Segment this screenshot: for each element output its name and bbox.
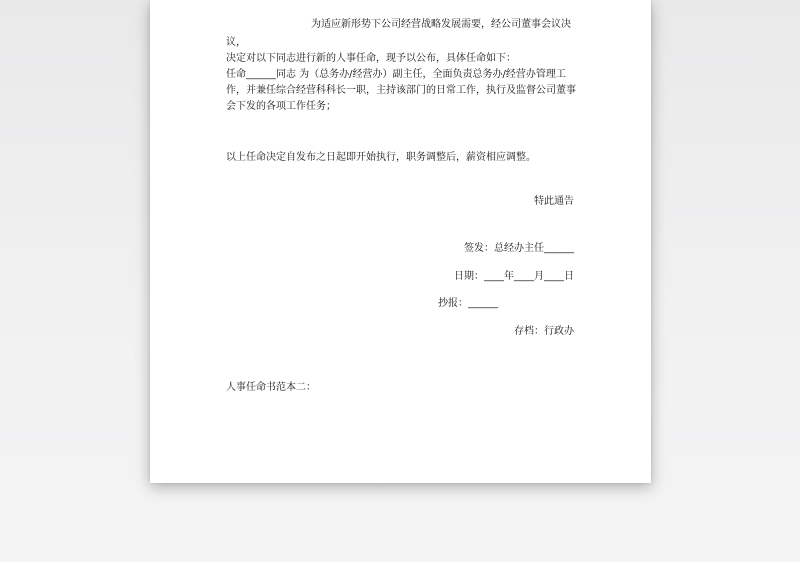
- paragraph1-line1: 为适应新形势下公司经营战略发展需要，经公司董事会议决: [311, 19, 571, 30]
- appointment-line1: 任命______同志 为（总务办/经营办）副主任，全面负责总务办/经营办管理工: [226, 69, 566, 80]
- paragraph1-line2: 议，: [226, 37, 246, 48]
- notice-text: 特此通告: [534, 196, 574, 207]
- document-page: [150, 0, 651, 483]
- date-line: 日期：____年____月____日: [454, 271, 574, 282]
- archive-line: 存档：行政办: [514, 326, 574, 337]
- next-sample-title: 人事任命书范本二：: [226, 382, 316, 393]
- cc-line: 抄报：______: [438, 298, 498, 309]
- effective-note: 以上任命决定自发布之日起即开始执行，职务调整后，薪资相应调整。: [226, 152, 536, 163]
- appointment-line2: 作，并兼任综合经营科科长一职，主持该部门的日常工作，执行及监督公司董事: [226, 85, 576, 96]
- appointment-line3: 会下发的各项工作任务；: [226, 101, 336, 112]
- signer-line: 签发：总经办主任______: [464, 243, 574, 254]
- paragraph2-line1: 决定对以下同志进行新的人事任命，现予以公布，具体任命如下：: [226, 53, 516, 64]
